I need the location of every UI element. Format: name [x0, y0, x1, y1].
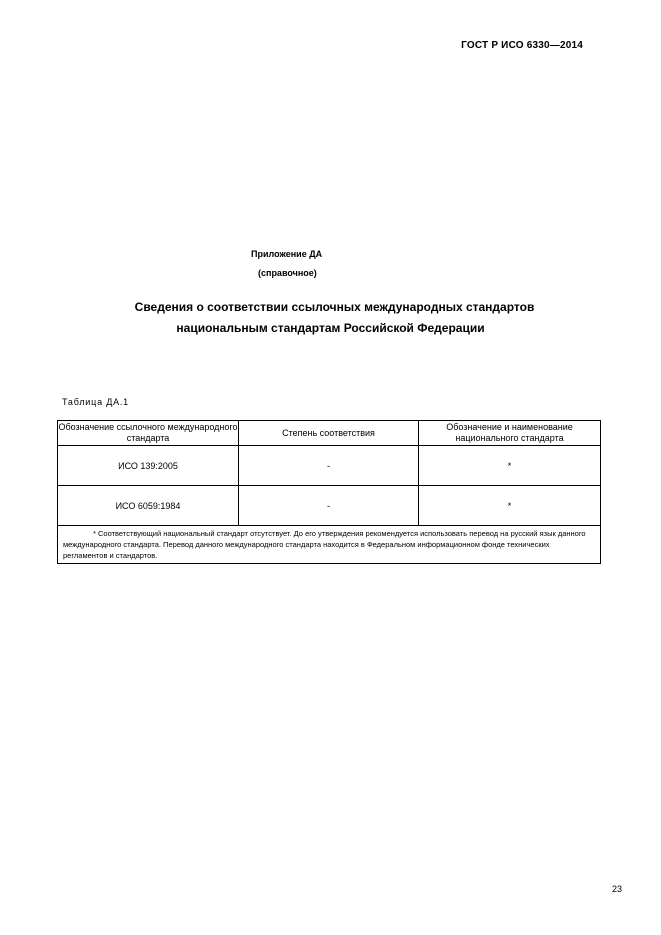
degree-cell: - — [239, 446, 419, 486]
column-header-intl-standard: Обозначение ссылочного международного стандарта — [58, 421, 239, 446]
intl-standard-cell: ИСО 139:2005 — [58, 446, 239, 486]
table-header-row — [58, 421, 601, 446]
national-standard-cell: * — [419, 486, 601, 526]
column-header-national-standard: Обозначение и наименование национального стандарта — [419, 421, 601, 446]
section-heading-line-1: Сведения о соответствии ссылочных международных стандартов — [134, 300, 535, 314]
degree-cell: - — [239, 486, 419, 526]
column-header-degree: Степень соответствия — [239, 421, 419, 446]
correspondence-table — [57, 420, 601, 564]
intl-standard-cell: ИСО 6059:1984 — [58, 486, 239, 526]
appendix-subtitle: (справочное) — [258, 268, 317, 278]
table-footnote-row — [58, 526, 601, 564]
page-number: 23 — [612, 884, 623, 894]
table-row — [58, 486, 601, 526]
table-row — [58, 446, 601, 486]
section-heading — [0, 297, 661, 339]
table-footnote-cell — [58, 526, 601, 564]
table-caption: Таблица ДА.1 — [62, 397, 129, 407]
section-heading-line-2: национальным стандартам Российской Федерации — [176, 321, 485, 335]
document-standard-code: ГОСТ Р ИСО 6330—2014 — [461, 40, 583, 51]
table-footnote: * Соответствующий национальный стандарт отсутствует. До его утверждения рекомендуется использовать перевод на русский язык данного международного стандарта. Перевод данного международного стандарта находится в Федеральном информационном фонде технических регламентов и стандартов. — [63, 529, 586, 560]
appendix-title: Приложение ДА — [251, 249, 323, 259]
national-standard-cell: * — [419, 446, 601, 486]
